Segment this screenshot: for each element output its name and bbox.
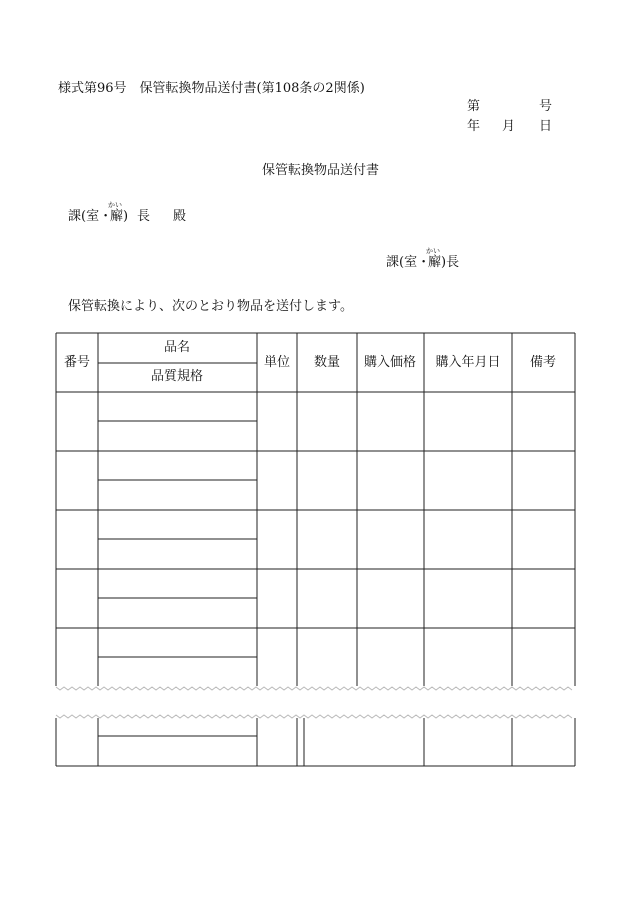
addressee-close: ) (123, 209, 129, 224)
addressee-ruby: かい (108, 201, 122, 209)
sender-kai: 廨 (428, 255, 442, 270)
addressee-ka-shitsu: 課(室・ (68, 209, 113, 224)
header-number: 番号 (63, 355, 91, 370)
header-purchase-price: 購入価格 (363, 355, 417, 370)
sender-ruby: かい (426, 247, 440, 255)
item-table (56, 333, 575, 767)
table-break-line (56, 687, 572, 690)
date-day: 日 (539, 119, 553, 134)
header-remarks: 備考 (529, 355, 557, 370)
header-purchase-date: 購入年月日 (435, 355, 501, 370)
sender-close-cho: )長 (441, 255, 460, 270)
document-title: 保管転換物品送付書 (262, 163, 380, 178)
intro-text: 保管転換により、次のとおり物品を送付します。 (68, 299, 353, 314)
table-break-line (56, 715, 572, 718)
header-unit: 単位 (263, 355, 291, 370)
date-month: 月 (502, 119, 516, 134)
header-quantity: 数量 (313, 355, 341, 370)
date-year: 年 (467, 119, 481, 134)
item-table-grid (56, 333, 575, 767)
header-quality-spec: 品質規格 (150, 369, 204, 384)
addressee-kai: 廨 (110, 209, 124, 224)
header-item-name: 品名 (163, 340, 191, 355)
sender-ka-shitsu: 課(室・ (386, 255, 431, 270)
form-label: 様式第96号 保管転換物品送付書(第108条の2関係) (58, 81, 365, 96)
number-prefix: 第 (467, 99, 481, 114)
addressee-dono: 殿 (173, 209, 187, 224)
number-suffix: 号 (539, 99, 553, 114)
addressee-cho: 長 (137, 209, 151, 224)
